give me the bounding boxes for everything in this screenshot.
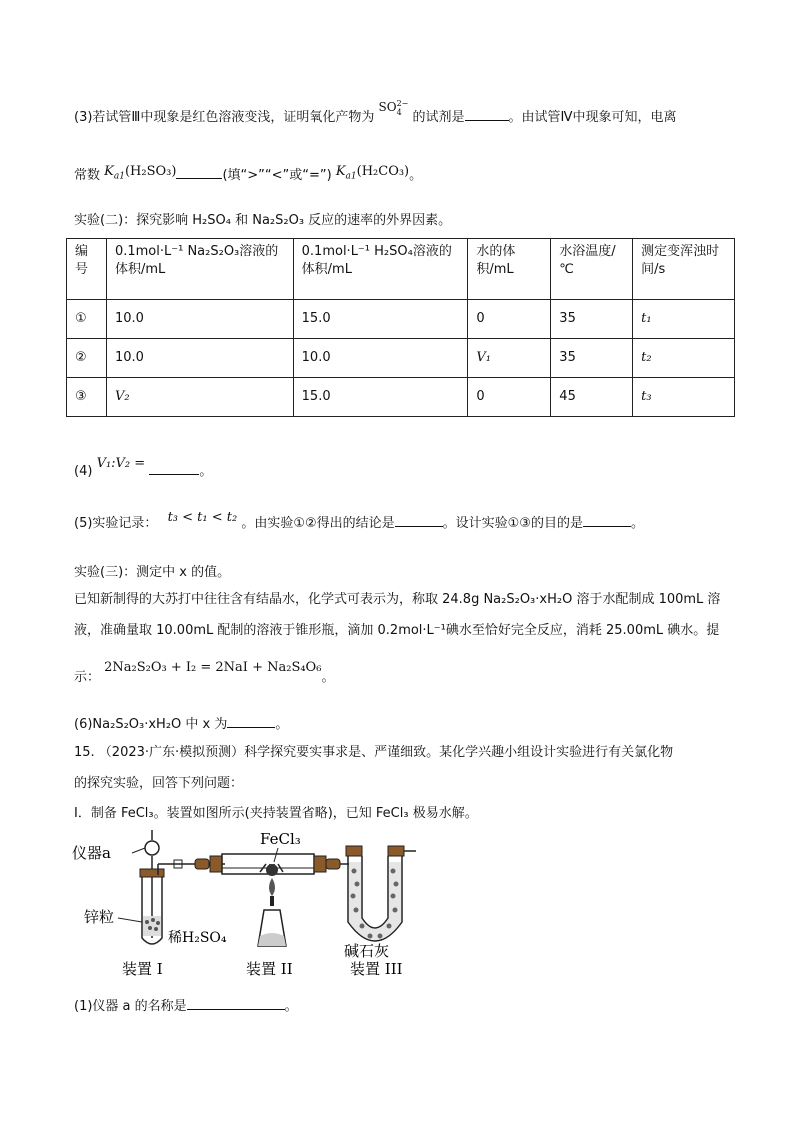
device-3-u-tube [346, 846, 416, 941]
q4-expression: V₁:V₂ = [96, 456, 146, 471]
cell-na2s2o3: V₂ [106, 378, 293, 417]
table-header-row [67, 239, 735, 300]
q4-label: (4) [74, 464, 93, 479]
q3-line2-prefix: 常数 [74, 168, 101, 183]
ka-subscript: a1 [113, 171, 125, 182]
q6-end: 。 [275, 717, 289, 732]
ka-symbol: K [335, 164, 346, 179]
ka-h2co3 [335, 164, 410, 182]
label-device-1: 装置 I [122, 960, 163, 978]
cell-h2so4: 10.0 [293, 339, 468, 378]
cell-h2so4: 15.0 [293, 300, 468, 339]
hint-label: 示： [74, 670, 101, 685]
q1-text: (1)仪器 a 的名称是 [74, 999, 187, 1014]
label-fecl3: FeCl₃ [260, 830, 301, 848]
ka-subscript: a1 [345, 171, 357, 182]
q15-line3: I．制备 FeCl₃。装置如图所示(夹持装置省略)，已知 FeCl₃ 极易水解。 [74, 806, 478, 821]
cell-temperature: 35 [551, 300, 633, 339]
device-2-reaction-tube [210, 854, 326, 946]
q3-line1 [74, 98, 677, 128]
cell-temperature: 35 [551, 339, 633, 378]
cell-water: 0 [468, 378, 551, 417]
q3-text-2: 的试剂是 [412, 110, 465, 125]
header-na2s2o3-volume: 0.1mol·L⁻¹ Na₂S₂O₃溶液的体积/mL [106, 239, 293, 300]
cell-na2s2o3: 10.0 [106, 339, 293, 378]
exp2-title: 实验(二)：探究影响 H₂SO₄ 和 Na₂S₂O₃ 反应的速率的外界因素。 [74, 213, 452, 228]
q5-label: (5)实验记录： [74, 516, 158, 531]
answer-blank-conclusion[interactable] [395, 512, 443, 527]
q1-line [74, 995, 298, 1017]
answer-blank-compare[interactable] [176, 164, 222, 179]
label-acid: 稀H₂SO₄ [168, 930, 227, 946]
ion-subscript: 4 [396, 107, 402, 117]
experiment-table [66, 238, 735, 417]
apparatus-figure [70, 826, 420, 980]
q3-line2 [74, 164, 422, 191]
ka-argument: (H₂SO₃) [124, 164, 177, 179]
header-bath-temperature: 水浴温度/℃ [551, 239, 633, 300]
q15-line1: 15. （2023·广东·模拟预测）科学探究要实事求是、严谨细致。某化学兴趣小组设计实验进行有关氯化物 [74, 745, 674, 760]
exp3-para-line2: 液，准确量取 10.00mL 配制的溶液于锥形瓶，滴加 0.2mol·L⁻¹碘水至恰好完全反应，消耗 25.00mL 碘水。提 [74, 623, 720, 638]
ka-argument: (H₂CO₃) [356, 164, 410, 179]
q5-text-2: 。由实验①②得出的结论是 [241, 516, 395, 531]
label-zinc: 锌粒 [84, 908, 115, 926]
exp3-title: 实验(三)：测定中 x 的值。 [74, 565, 231, 580]
cell-na2s2o3: 10.0 [106, 300, 293, 339]
cell-water: V₁ [468, 339, 551, 378]
ion-formula: SO [378, 100, 397, 114]
cell-temperature: 45 [551, 378, 633, 417]
ka-h2so3 [104, 164, 177, 182]
exp3-para-line3 [74, 660, 335, 688]
q6-text: (6)Na₂S₂O₃·xH₂O 中 x 为 [74, 717, 228, 732]
cell-time: t₁ [633, 300, 735, 339]
q5-line [74, 512, 644, 534]
answer-blank-purpose[interactable] [583, 512, 631, 527]
label-device-3: 装置 III [350, 960, 403, 978]
label-soda-lime: 碱石灰 [344, 942, 390, 960]
header-turbidity-time: 测定变浑浊时间/s [633, 239, 735, 300]
cell-time: t₃ [633, 378, 735, 417]
answer-blank-x[interactable] [227, 713, 275, 728]
equation-end: 。 [321, 670, 335, 685]
answer-blank-reagent[interactable] [465, 106, 509, 121]
answer-blank-ratio[interactable] [149, 460, 199, 475]
q5-end: 。 [630, 516, 644, 531]
q4-line [74, 452, 213, 479]
q4-end: 。 [199, 464, 213, 479]
cell-id: ③ [67, 378, 107, 417]
label-device-2: 装置 II [246, 960, 293, 978]
sulfate-ion [378, 98, 409, 117]
ion-charge: 2− [396, 98, 409, 108]
fill-hint: (填“>”“<”或“=”) [222, 168, 332, 183]
q15-line2: 的探究实验，回答下列问题： [74, 776, 244, 791]
label-instrument-a: 仪器a [72, 844, 111, 862]
header-water-volume: 水的体积/mL [468, 239, 551, 300]
table-row [67, 339, 735, 378]
header-h2so4-volume: 0.1mol·L⁻¹ H₂SO₄溶液的体积/mL [293, 239, 468, 300]
q1-end: 。 [284, 999, 298, 1014]
cell-water: 0 [468, 300, 551, 339]
q3-text-3: 。由试管Ⅳ中现象可知，电离 [508, 110, 677, 125]
table-row [67, 300, 735, 339]
exp3-para-line1: 已知新制得的大苏打中往往含有结晶水，化学式可表示为，称取 24.8g Na₂S₂O₃·xH₂O 溶于水配制成 100mL 溶 [74, 592, 721, 607]
header-id: 编号 [67, 239, 107, 300]
device-1-test-tube [140, 830, 225, 944]
answer-blank-instrument[interactable] [187, 995, 285, 1010]
cell-id: ① [67, 300, 107, 339]
ka-symbol: K [104, 164, 114, 179]
q3-text-1: (3)若试管Ⅲ中现象是红色溶液变浅，证明氧化产物为 [74, 110, 375, 125]
cell-time: t₂ [633, 339, 735, 378]
q3-end: 。 [409, 168, 423, 183]
q6-line [74, 713, 288, 735]
reaction-equation: 2Na₂S₂O₃ + I₂ = 2NaI + Na₂S₄O₆ [104, 660, 322, 675]
cell-id: ② [67, 339, 107, 378]
q5-text-3: 。设计实验①③的目的是 [442, 516, 583, 531]
cell-h2so4: 15.0 [293, 378, 468, 417]
q5-record-expression: t₃ < t₁ < t₂ [167, 510, 238, 525]
table-row [67, 378, 735, 417]
